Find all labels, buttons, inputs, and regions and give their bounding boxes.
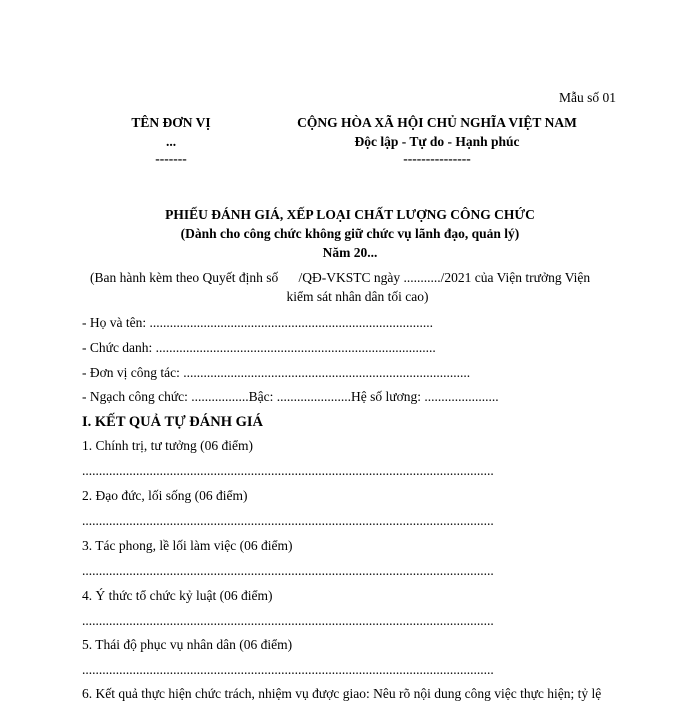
criterion-3: 3. Tác phong, lề lối làm việc (06 điểm)	[82, 538, 293, 553]
unit-rule: -------	[155, 151, 187, 166]
form-number: Mẫu số 01	[559, 90, 616, 105]
section-heading: I. KẾT QUẢ TỰ ĐÁNH GIÁ	[82, 414, 264, 430]
answer-line-4: ..........................................................................................................................	[82, 613, 494, 628]
motto: Độc lập - Tự do - Hạnh phúc	[354, 134, 520, 149]
issuance-note-line1: (Ban hành kèm theo Quyết định số /QĐ-VKSTC ngày .........../2021 của Viện trưởng Viện	[90, 270, 591, 285]
criterion-5: 5. Thái độ phục vụ nhân dân (06 điểm)	[82, 637, 293, 652]
field-unit: - Đơn vị công tác: .....................................................................................	[82, 365, 471, 380]
unit-name: TÊN ĐƠN VỊ	[131, 115, 211, 130]
nation-heading: CỘNG HÒA XÃ HỘI CHỦ NGHĨA VIỆT NAM	[297, 115, 577, 130]
field-grade: - Ngạch công chức: .................Bậc: ......................Hệ số lương: ......................	[82, 389, 499, 404]
field-name: - Họ và tên: ....................................................................................	[82, 315, 433, 330]
document-subtitle: (Dành cho công chức không giữ chức vụ lãnh đạo, quản lý)	[180, 226, 520, 241]
answer-line-2: ..........................................................................................................................	[82, 513, 494, 528]
answer-line-1: ..........................................................................................................................	[82, 463, 494, 478]
field-title: - Chức danh: ...................................................................................	[82, 340, 436, 355]
document-year: Năm 20...	[322, 245, 378, 260]
criterion-6: 6. Kết quả thực hiện chức trách, nhiệm vụ được giao: Nêu rõ nội dung công việc thực hiện; tỷ lệ	[82, 686, 602, 701]
answer-line-5: ..........................................................................................................................	[82, 662, 494, 677]
document-title: PHIẾU ĐÁNH GIÁ, XẾP LOẠI CHẤT LƯỢNG CÔNG CHỨC	[165, 207, 535, 222]
answer-line-3: ..........................................................................................................................	[82, 563, 494, 578]
criterion-2: 2. Đạo đức, lối sống (06 điểm)	[82, 488, 248, 503]
unit-ellipsis: ...	[165, 134, 177, 149]
criterion-1: 1. Chính trị, tư tưởng (06 điểm)	[82, 438, 254, 453]
criterion-4: 4. Ý thức tổ chức kỷ luật (06 điểm)	[82, 588, 273, 603]
motto-rule: ---------------	[403, 151, 471, 166]
issuance-note-line2: kiểm sát nhân dân tối cao)	[286, 289, 429, 304]
